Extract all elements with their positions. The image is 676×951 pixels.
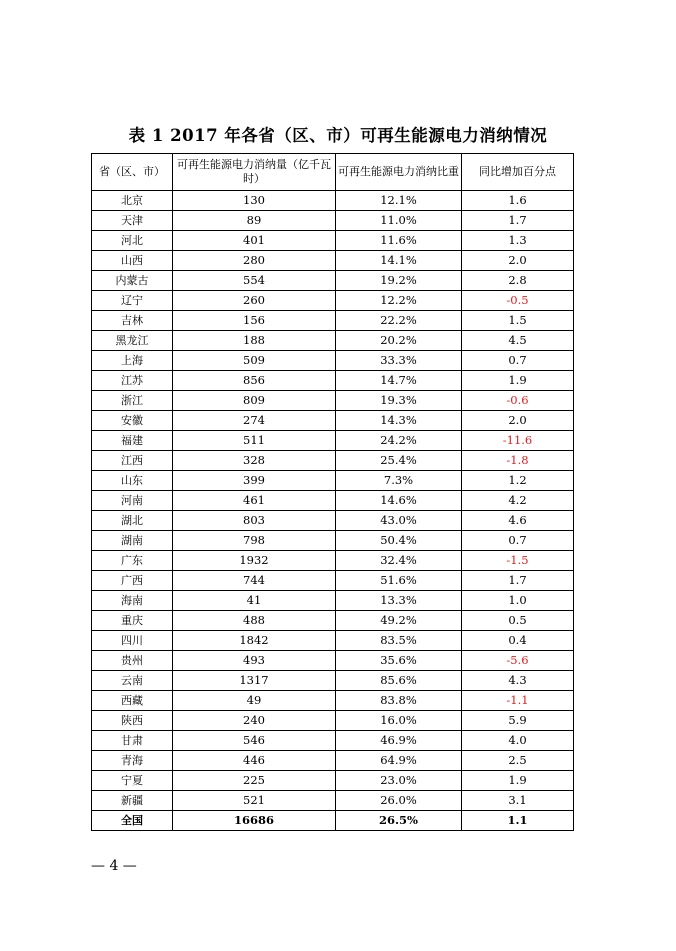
change-cell: 2.8	[462, 271, 574, 291]
province-cell: 西藏	[92, 691, 173, 711]
share-cell: 16.0%	[336, 711, 462, 731]
province-cell: 湖南	[92, 531, 173, 551]
province-cell: 天津	[92, 211, 173, 231]
share-cell: 33.3%	[336, 351, 462, 371]
consumption-cell: 509	[173, 351, 336, 371]
table-row	[92, 711, 574, 731]
consumption-cell: 274	[173, 411, 336, 431]
share-cell: 43.0%	[336, 511, 462, 531]
page-number: — 4 —	[91, 858, 137, 874]
table-row	[92, 391, 574, 411]
table-row	[92, 291, 574, 311]
change-cell: 1.6	[462, 191, 574, 211]
change-cell: 2.0	[462, 411, 574, 431]
table-row	[92, 451, 574, 471]
change-cell: -0.5	[462, 291, 574, 311]
province-cell: 江西	[92, 451, 173, 471]
change-cell: 4.2	[462, 491, 574, 511]
change-cell: 1.5	[462, 311, 574, 331]
consumption-cell: 130	[173, 191, 336, 211]
change-cell: 1.1	[462, 811, 574, 831]
change-cell: -1.8	[462, 451, 574, 471]
share-cell: 51.6%	[336, 571, 462, 591]
change-cell: 0.5	[462, 611, 574, 631]
table-row	[92, 731, 574, 751]
consumption-cell: 521	[173, 791, 336, 811]
province-cell: 浙江	[92, 391, 173, 411]
change-cell: 1.2	[462, 471, 574, 491]
change-cell: 1.9	[462, 771, 574, 791]
consumption-cell: 16686	[173, 811, 336, 831]
province-cell: 湖北	[92, 511, 173, 531]
consumption-cell: 401	[173, 231, 336, 251]
consumption-cell: 280	[173, 251, 336, 271]
share-cell: 14.3%	[336, 411, 462, 431]
change-cell: 2.5	[462, 751, 574, 771]
change-cell: 1.0	[462, 591, 574, 611]
province-cell: 江苏	[92, 371, 173, 391]
consumption-cell: 511	[173, 431, 336, 451]
table-row	[92, 331, 574, 351]
share-cell: 25.4%	[336, 451, 462, 471]
change-cell: 4.0	[462, 731, 574, 751]
share-cell: 11.6%	[336, 231, 462, 251]
table-row	[92, 791, 574, 811]
province-cell: 北京	[92, 191, 173, 211]
share-cell: 50.4%	[336, 531, 462, 551]
table-row	[92, 571, 574, 591]
change-cell: 1.9	[462, 371, 574, 391]
share-cell: 22.2%	[336, 311, 462, 331]
province-cell: 云南	[92, 671, 173, 691]
consumption-cell: 744	[173, 571, 336, 591]
change-cell: 2.0	[462, 251, 574, 271]
table-row	[92, 191, 574, 211]
province-cell: 甘肃	[92, 731, 173, 751]
change-cell: 4.3	[462, 671, 574, 691]
table-row	[92, 751, 574, 771]
consumption-cell: 803	[173, 511, 336, 531]
table-row	[92, 431, 574, 451]
province-cell: 四川	[92, 631, 173, 651]
table-row	[92, 351, 574, 371]
share-cell: 26.0%	[336, 791, 462, 811]
share-cell: 14.1%	[336, 251, 462, 271]
consumption-cell: 156	[173, 311, 336, 331]
table-row	[92, 251, 574, 271]
table-row	[92, 771, 574, 791]
consumption-cell: 225	[173, 771, 336, 791]
table-row	[92, 471, 574, 491]
table-row	[92, 211, 574, 231]
share-cell: 13.3%	[336, 591, 462, 611]
share-cell: 19.3%	[336, 391, 462, 411]
share-cell: 46.9%	[336, 731, 462, 751]
table-row	[92, 311, 574, 331]
province-cell: 陕西	[92, 711, 173, 731]
table-header-row	[92, 154, 574, 191]
table-row	[92, 631, 574, 651]
share-cell: 12.2%	[336, 291, 462, 311]
province-cell: 宁夏	[92, 771, 173, 791]
table-row	[92, 531, 574, 551]
province-cell: 福建	[92, 431, 173, 451]
consumption-cell: 461	[173, 491, 336, 511]
table-row	[92, 651, 574, 671]
table-row	[92, 591, 574, 611]
share-cell: 24.2%	[336, 431, 462, 451]
table-row	[92, 411, 574, 431]
province-cell: 新疆	[92, 791, 173, 811]
share-cell: 32.4%	[336, 551, 462, 571]
table-row	[92, 551, 574, 571]
province-cell: 河南	[92, 491, 173, 511]
consumption-cell: 240	[173, 711, 336, 731]
change-cell: 5.9	[462, 711, 574, 731]
change-cell: 0.4	[462, 631, 574, 651]
share-cell: 12.1%	[336, 191, 462, 211]
change-cell: -0.6	[462, 391, 574, 411]
province-cell: 山西	[92, 251, 173, 271]
consumption-cell: 798	[173, 531, 336, 551]
consumption-cell: 488	[173, 611, 336, 631]
consumption-cell: 49	[173, 691, 336, 711]
province-cell: 上海	[92, 351, 173, 371]
share-cell: 14.6%	[336, 491, 462, 511]
table-row	[92, 491, 574, 511]
table-title: 表 1 2017 年各省（区、市）可再生能源电力消纳情况	[128, 126, 548, 145]
table-row	[92, 231, 574, 251]
change-cell: 0.7	[462, 531, 574, 551]
share-cell: 23.0%	[336, 771, 462, 791]
province-cell: 安徽	[92, 411, 173, 431]
share-cell: 64.9%	[336, 751, 462, 771]
consumption-cell: 1842	[173, 631, 336, 651]
header-change: 同比增加百分点	[462, 154, 574, 191]
province-cell: 贵州	[92, 651, 173, 671]
total-row	[92, 811, 574, 831]
change-cell: 1.7	[462, 571, 574, 591]
consumption-cell: 554	[173, 271, 336, 291]
consumption-cell: 546	[173, 731, 336, 751]
share-cell: 26.5%	[336, 811, 462, 831]
table-body	[92, 191, 574, 831]
province-cell: 山东	[92, 471, 173, 491]
consumption-cell: 1932	[173, 551, 336, 571]
share-cell: 49.2%	[336, 611, 462, 631]
province-cell: 广西	[92, 571, 173, 591]
consumption-cell: 1317	[173, 671, 336, 691]
share-cell: 35.6%	[336, 651, 462, 671]
consumption-cell: 493	[173, 651, 336, 671]
share-cell: 83.8%	[336, 691, 462, 711]
change-cell: -5.6	[462, 651, 574, 671]
consumption-cell: 856	[173, 371, 336, 391]
change-cell: -11.6	[462, 431, 574, 451]
province-cell: 内蒙古	[92, 271, 173, 291]
change-cell: 4.6	[462, 511, 574, 531]
table-row	[92, 271, 574, 291]
consumption-cell: 809	[173, 391, 336, 411]
share-cell: 11.0%	[336, 211, 462, 231]
consumption-cell: 260	[173, 291, 336, 311]
share-cell: 83.5%	[336, 631, 462, 651]
table-row	[92, 611, 574, 631]
header-province: 省（区、市）	[92, 154, 173, 191]
table-row	[92, 371, 574, 391]
consumption-cell: 89	[173, 211, 336, 231]
province-cell: 吉林	[92, 311, 173, 331]
header-share: 可再生能源电力消纳比重	[336, 154, 462, 191]
consumption-cell: 41	[173, 591, 336, 611]
consumption-cell: 446	[173, 751, 336, 771]
table-row	[92, 671, 574, 691]
consumption-cell: 328	[173, 451, 336, 471]
header-consumption: 可再生能源电力消纳量（亿千瓦时）	[173, 154, 336, 191]
change-cell: 1.7	[462, 211, 574, 231]
table-row	[92, 511, 574, 531]
province-cell: 海南	[92, 591, 173, 611]
change-cell: 1.3	[462, 231, 574, 251]
change-cell: 3.1	[462, 791, 574, 811]
share-cell: 85.6%	[336, 671, 462, 691]
province-cell: 全国	[92, 811, 173, 831]
province-cell: 辽宁	[92, 291, 173, 311]
province-cell: 重庆	[92, 611, 173, 631]
province-cell: 广东	[92, 551, 173, 571]
table-row	[92, 691, 574, 711]
share-cell: 20.2%	[336, 331, 462, 351]
consumption-table	[91, 153, 574, 831]
province-cell: 青海	[92, 751, 173, 771]
province-cell: 河北	[92, 231, 173, 251]
change-cell: -1.5	[462, 551, 574, 571]
consumption-cell: 399	[173, 471, 336, 491]
change-cell: -1.1	[462, 691, 574, 711]
change-cell: 4.5	[462, 331, 574, 351]
consumption-cell: 188	[173, 331, 336, 351]
share-cell: 14.7%	[336, 371, 462, 391]
share-cell: 7.3%	[336, 471, 462, 491]
share-cell: 19.2%	[336, 271, 462, 291]
province-cell: 黑龙江	[92, 331, 173, 351]
change-cell: 0.7	[462, 351, 574, 371]
